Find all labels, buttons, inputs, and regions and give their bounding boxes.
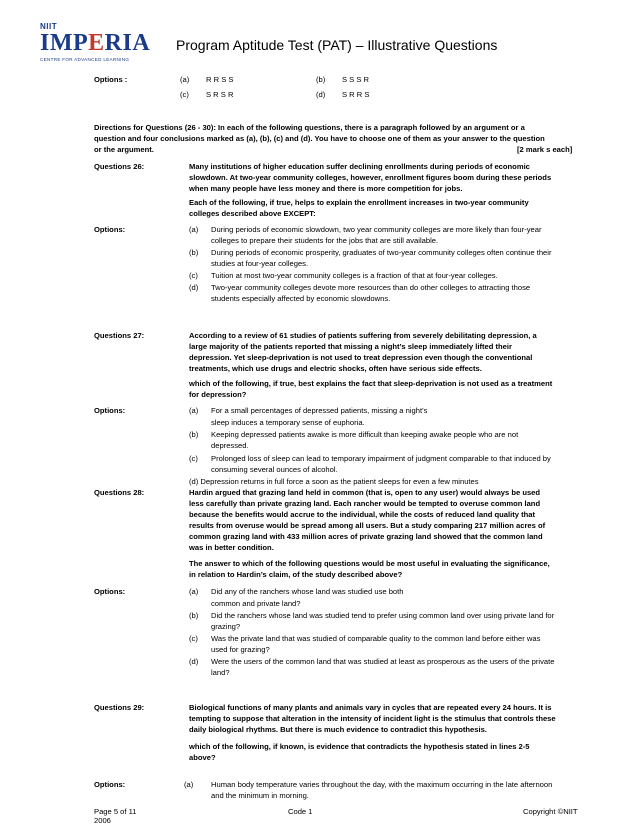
q27-option-a-text: For a small percentages of depressed patients, missing a night’s [211,406,428,415]
q26-option-d-label: (d) [189,283,199,292]
q28-line: less carefully than private grazing land. Each rancher would be tempted to overuse common land [189,499,541,508]
q27-option-b-text: depressed. [211,441,249,450]
q28-option-c-text: Was the private land that was studied of comparable quality to the common land before either was [211,634,541,643]
q26-option-a-text: colleges to prepare their students for the jobs that are still available. [211,236,439,245]
q26-option-b-text: studies at four-year colleges. [211,259,309,268]
q26-option-a-label: (a) [189,225,199,234]
directions-line-3: or the argument. [94,145,154,154]
q26-line: slowdown. At two-year community colleges, however, enrollment figures boom during these periods [189,173,552,182]
logo [40,22,160,66]
option-d-label: (d) [316,90,326,99]
q27-option-c-text: consuming several ounces of alcohol. [211,465,338,474]
q28-option-d-text: Were the users of the common land that was studied at least as prosperous as the users of the private [211,657,555,666]
q26-label: Questions 26: [94,162,145,171]
q26-option-c-text: Tuition at most two-year community colleges is a fraction of that at four-year colleges. [211,271,498,280]
q28-line: results from overuse would be spread among all users. But a study comparing 217 million acres of [189,521,546,530]
q26-option-a-text: During periods of economic slowdown, two year community colleges are more likely than four-year [211,225,542,234]
q28-option-c-text: used for grazing? [211,645,270,654]
q26-option-b-text: During periods of economic prosperity, graduates of two-year community colleges often continue their [211,248,552,257]
q29-options-label: Options: [94,780,126,789]
q28-options-label: Options: [94,587,126,596]
page-title: Program Aptitude Test (PAT) – Illustrative Questions [176,37,498,53]
q26-question-line: Each of the following, if true, helps to explain the enrollment increases in two-year community [189,198,529,207]
footer-page: Page 5 of 11 [94,807,137,816]
q26-options-label: Options: [94,225,126,234]
directions-line-2: question and four conclusions marked as (a), (b), (c) and (d). You have to choose one of them as your answer to the question [94,134,545,143]
q29-option-a-text: Human body temperature varies throughout the day, with the maximum occurring in the late afternoon [211,780,553,789]
footer-copyright: Copyright ©NIIT [523,807,578,816]
q29-question-line: above? [189,753,216,762]
q28-option-d-label: (d) [189,657,199,666]
directions-marks: [2 mark s each] [517,145,573,154]
q27-label: Questions 27: [94,331,145,340]
q28-option-a-label: (a) [189,587,199,596]
option-c-value: S R S R [206,90,234,99]
q27-question-line: which of the following, if true, best explains the fact that sleep-deprivation is not used as a treatment [189,379,553,388]
option-b-label: (b) [316,75,326,84]
q29-line: daily biological rhythms. But there is much evidence to contradict this hypothesis. [189,725,487,734]
q29-line: tempting to suppose that alteration in the intensity of incident light is the stimulus that controls these [189,714,556,723]
q27-line: treatments, which use drugs and electric shocks, often have serious side effects. [189,364,482,373]
q28-line: because the benefits would accrue to the individual, while the costs of reduced land quality that [189,510,535,519]
option-d-value: S R R S [342,90,370,99]
q28-question-line: The answer to which of the following questions would be most useful in evaluating the significance, [189,559,550,568]
q27-option-d-text: (d) Depression returns in full force a soon as the patient sleeps for even a few minutes [189,477,479,486]
q29-option-a-label: (a) [184,780,194,789]
q27-option-a-label: (a) [189,406,199,415]
q27-line: depression. Yet sleep-deprivation is not used to treat depression even though the conventional [189,353,533,362]
footer-year: 2006 [94,816,111,825]
q28-option-b-text: grazing? [211,622,241,631]
q28-option-b-text: Did the ranchers whose land was studied tend to prefer using common land over using private land for [211,611,555,620]
q27-option-b-text: Keeping depressed patients awake is more difficult than keeping awake people who are not [211,430,519,439]
q28-label: Questions 28: [94,488,145,497]
q29-label: Questions 29: [94,703,145,712]
option-b-value: S S S R [342,75,370,84]
q29-line: Biological functions of many plants and animals vary in cycles that are repeated every 24 hours. It is [189,703,552,712]
q27-question-line: for depression? [189,390,247,399]
q27-options-label: Options: [94,406,126,415]
logo-tagline: CENTRE FOR ADVANCED LEARNING [40,57,130,62]
q27-line: According to a review of 61 studies of patients suffering from severely debilitating depression, a [189,331,537,340]
q28-line: common grazing land with 433 million acres of private grazing land showed that the common land [189,532,543,541]
q26-line: Many institutions of higher education suffer declining enrollments during periods of economic [189,162,530,171]
q27-line: large majority of the patients reported that missing a night’s sleep immediately lifted their [189,342,512,351]
q28-line: Hardin argued that grazing land held in common (that is, open to any user) would always be used [189,488,541,497]
option-a-value: R R S S [206,75,234,84]
q27-option-c-label: (c) [189,454,198,463]
q26-option-c-label: (c) [189,271,198,280]
q27-option-b-label: (b) [189,430,199,439]
options-label: Options : [94,75,128,84]
q28-option-b-label: (b) [189,611,199,620]
q26-option-d-text: students especially affected by economic slowdowns. [211,294,391,303]
q28-question-line: in relation to Hardin’s claim, of the study described above? [189,570,403,579]
q28-option-d-text: land? [211,668,230,677]
option-a-label: (a) [180,75,190,84]
q28-option-a-text: common and private land? [211,599,301,608]
footer-code: Code 1 [288,807,313,816]
logo-niit: NIIT [40,22,58,31]
q26-option-d-text: Two-year community colleges devote more resources than do other colleges to attracting those [211,283,531,292]
q29-question-line: which of the following, if known, is evidence that contradicts the hypothesis stated in lines 2-5 [189,742,530,751]
logo-wordmark: IMPERIA [40,30,151,56]
option-c-label: (c) [180,90,189,99]
q28-line: was in better condition. [189,543,274,552]
q27-option-c-text: Prolonged loss of sleep can lead to temporary impairment of judgment comparable to that induced by [211,454,551,463]
q28-option-c-label: (c) [189,634,198,643]
directions-line-1: Directions for Questions (26 - 30): In each of the following questions, there is a paragraph followed by an argument or a [94,123,525,132]
q27-option-a-text: sleep induces a temporary sense of euphoria. [211,418,365,427]
q28-option-a-text: Did any of the ranchers whose land was studied use both [211,587,404,596]
q26-option-b-label: (b) [189,248,199,257]
q26-line: when many people have less money and there is more competition for jobs. [189,184,463,193]
q26-question-line: colleges described above EXCEPT: [189,209,316,218]
q29-option-a-text: and the minimum in morning. [211,791,309,800]
